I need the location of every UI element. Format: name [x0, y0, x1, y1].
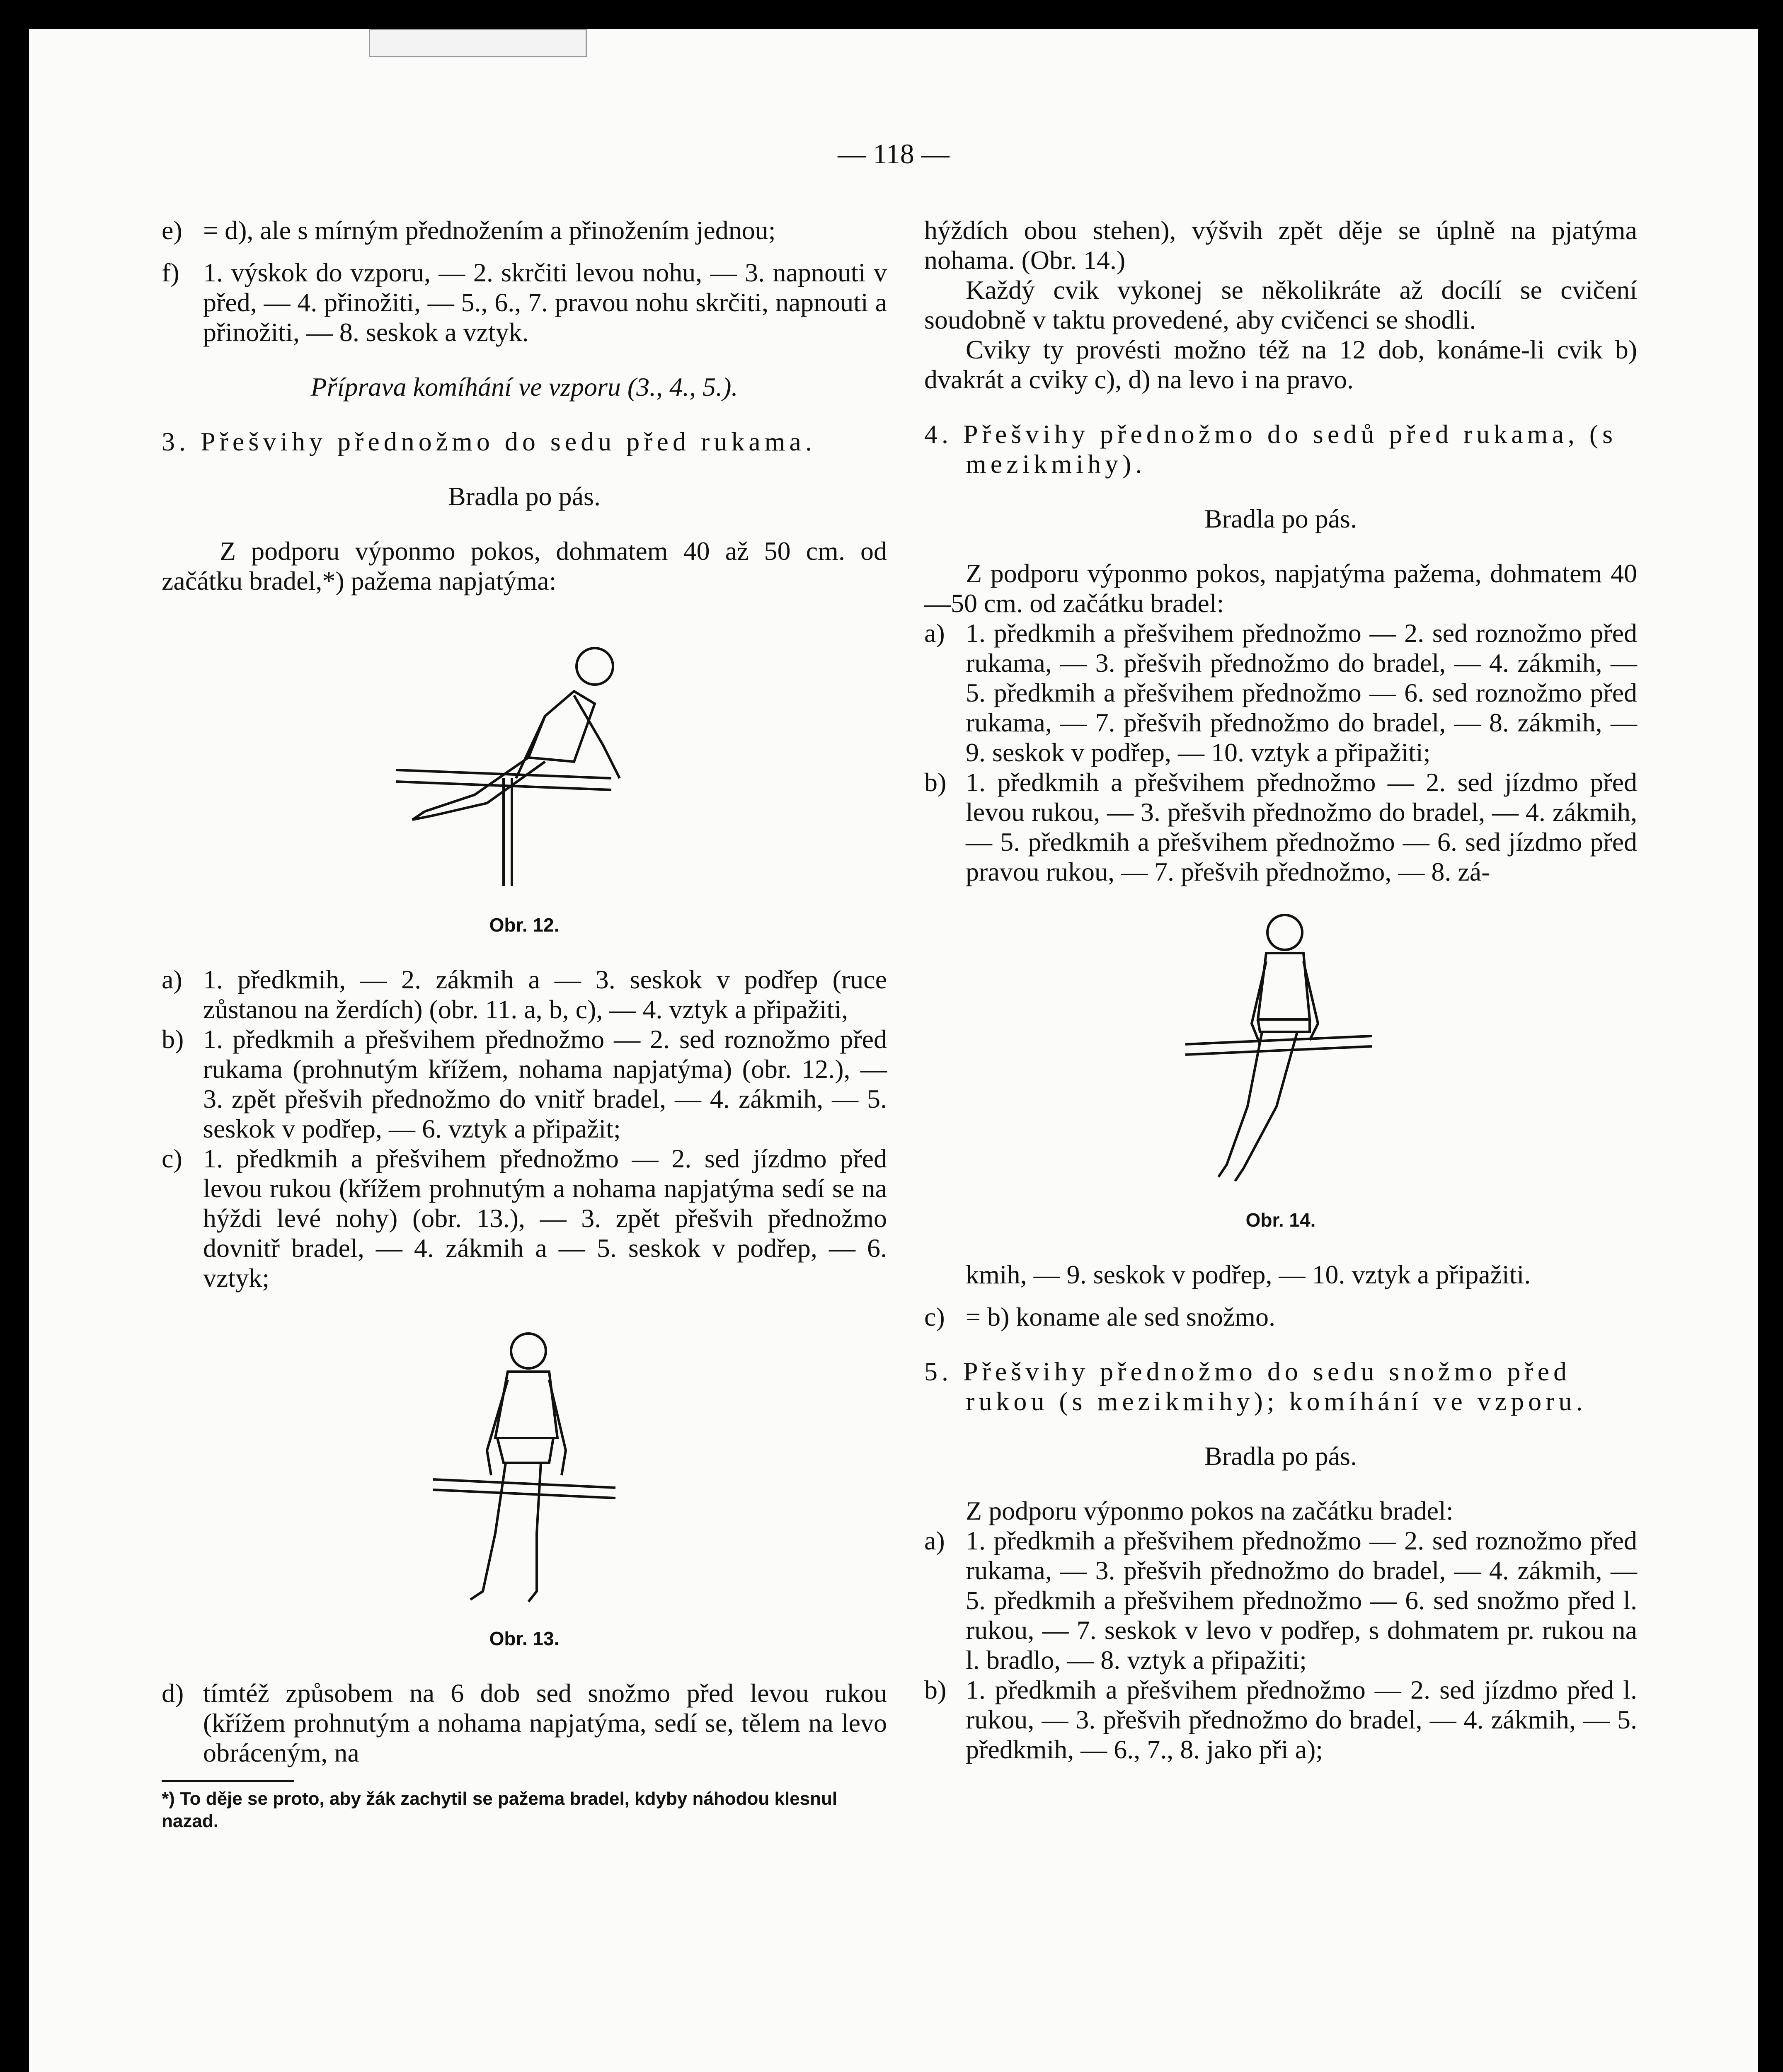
gymnast-illustration-13 — [417, 1326, 632, 1616]
figure-13 — [162, 1326, 887, 1653]
figure-13-caption: Obr. 13. — [489, 1628, 560, 1649]
item-c — [924, 1302, 1637, 1332]
item-text: 1. předkmih a přešvihem přednožmo — 2. sed jízdmo před levou rukou, — 3. přešvih přednožmo do bradel, — 4. zákmih, — 5. předkmih a přešvihem přednožmo — 6. sed jízdmo před pravou rukou, — 7. přešvih přednožmo, — 8. zá- — [966, 767, 1637, 886]
figure-12 — [162, 621, 887, 940]
library-stamp — [369, 29, 587, 57]
item-text: = b) koname ale sed snožmo. — [966, 1302, 1275, 1331]
item-label: a) — [162, 965, 182, 994]
right-column — [924, 215, 1637, 1765]
item-e — [162, 215, 887, 245]
item-c — [162, 1144, 887, 1293]
item-text: 1. předkmih, — 2. zákmih a — 3. seskok v podřep (ruce zůstanou na žerdích) (obr. 11. a, b, c), — 4. vztyk a připažiti, — [203, 965, 887, 1024]
section-5-apparatus: Bradla po pás. — [1204, 1441, 1357, 1471]
scan-border-left — [0, 0, 29, 2072]
item-label: c) — [924, 1302, 945, 1331]
item-a — [924, 618, 1637, 767]
item-text: 1. předkmih a přešvihem přednožmo — 2. sed jízdmo před levou rukou (křížem prohnutým a nohama napjatýma sedí se na hýždi levé nohy) (obr. 13.), — 3. zpět přešvih přednožmo dovnitř bradel, — 4. zákmih a — 5. seskok v podřep, — 6. vztyk; — [203, 1144, 887, 1293]
item-label: a) — [924, 1526, 945, 1555]
item-text: 1. předkmih a přešvihem přednožmo — 2. sed jízdmo před l. rukou, — 3. přešvih přednožmo do bradel, — 4. zákmih, — 5. předkmih, — 6., 7., 8. jako při a); — [966, 1675, 1637, 1764]
item-label: e) — [162, 215, 182, 245]
section-5-heading: 5. Přešvihy přednožmo do sedu snožmo před rukou (s mezikmihy); komíhání ve vzporu. — [924, 1357, 1587, 1416]
item-label: b) — [162, 1024, 184, 1054]
item-a — [162, 965, 887, 1024]
scan-border-top — [0, 0, 1783, 29]
scan-border-right — [1754, 0, 1783, 2072]
item-text: 1. výskok do vzporu, — 2. skrčiti levou nohu, — 3. napnouti v před, — 4. přinožiti, — 5., 6., 7. pravou nohu skrčiti, napnouti a přinožiti, — 8. seskok a vztyk. — [203, 258, 887, 347]
item-b-continued: kmih, — 9. seskok v podřep, — 10. vztyk a připažiti. — [966, 1260, 1531, 1289]
section-3-heading: 3. Přešvihy přednožmo do sedu před rukama. — [162, 427, 816, 456]
item-d — [162, 1678, 887, 1768]
section-4-apparatus: Bradla po pás. — [1204, 504, 1357, 533]
paragraph: Cviky ty provésti možno též na 12 dob, konáme-li cvik b) dvakrát a cviky c), d) na levo i na pravo. — [924, 335, 1637, 394]
figure-12-caption: Obr. 12. — [489, 914, 560, 936]
item-b — [162, 1024, 887, 1144]
section-4-intro: Z podporu výponmo pokos, napjatýma pažema, dohmatem 40—50 cm. od začátku bradel: — [924, 559, 1637, 618]
item-label: f) — [162, 258, 179, 287]
item-label: b) — [924, 1675, 947, 1704]
item-text: tímtéž způsobem na 6 dob sed snožmo před levou rukou (křížem prohnutým a nohama napjatýma, sedí se, tělem na levo obráceným, na — [203, 1678, 887, 1767]
item-label: a) — [924, 618, 945, 648]
page-number: — 118 — — [838, 138, 950, 169]
book-page — [29, 29, 1758, 2072]
section-3-intro: Z podporu výponmo pokos, dohmatem 40 až 50 cm. od začátku bradel,*) pažema napjatýma: — [162, 536, 887, 595]
item-text: = d), ale s mírným přednožením a přinožením jednou; — [203, 215, 776, 245]
section-4-heading: 4. Přešvihy přednožmo do sedů před rukama, (s mezikmihy). — [924, 419, 1617, 479]
left-column — [162, 215, 887, 1832]
figure-14-caption: Obr. 14. — [1245, 1209, 1316, 1231]
item-b — [924, 1675, 1637, 1765]
item-text: 1. předkmih a přešvihem přednožmo — 2. sed roznožmo před rukama, — 3. přešvih přednožmo do bradel, — 4. zákmih, — 5. předkmih a přešvihem přednožmo — 6. sed snožmo před l. rukou, — 7. seskok v levo v podřep, s dohmatem pr. rukou na l. bradlo, — 8. vztyk a připažiti; — [966, 1526, 1637, 1675]
item-label: d) — [162, 1678, 184, 1708]
continuation-text: hýždích obou stehen), výšvih zpět děje se úplně na pjatýma nohama. (Obr. 14.) — [924, 215, 1637, 275]
gymnast-illustration-14 — [1173, 908, 1388, 1198]
section-5-intro: Z podporu výponmo pokos na začátku bradel: — [966, 1496, 1454, 1525]
figure-14 — [924, 908, 1637, 1235]
item-text: 1. předkmih a přešvihem přednožmo — 2. sed roznožmo před rukama (prohnutým křížem, nohama napjatýma) (obr. 12.), — 3. zpět přešvih přednožmo do vnitř bradel, — 4. zákmih, — 5. seskok v podřep, — 6. vztyk a připažit; — [203, 1024, 887, 1143]
item-label: b) — [924, 767, 947, 797]
footnote: *) To děje se proto, aby žák zachytil se pažema bradel, kdyby náhodou klesnul nazad. — [162, 1789, 838, 1831]
gymnast-illustration-12 — [379, 621, 669, 903]
item-f — [162, 258, 887, 347]
item-b — [924, 767, 1637, 887]
footnote-rule — [162, 1780, 294, 1782]
paragraph: Každý cvik vykonej se několikráte až docílí se cvičení soudobně v taktu provedené, aby cvičenci se shodli. — [924, 275, 1637, 334]
item-a — [924, 1526, 1637, 1675]
preparation-note: Příprava komíhání ve vzporu (3., 4., 5.). — [310, 372, 738, 402]
item-label: c) — [162, 1144, 182, 1173]
section-3-apparatus: Bradla po pás. — [448, 482, 601, 511]
item-text: 1. předkmih a přešvihem přednožmo — 2. sed roznožmo před rukama, — 3. přešvih přednožmo do bradel, — 4. zákmih, — 5. předkmih a přešvihem přednožmo — 6. sed roznožmo před rukama, — 7. přešvih přednožmo do bradel, — 8. zákmih, — 9. seskok v podřep, — 10. vztyk a připažiti; — [966, 618, 1637, 767]
